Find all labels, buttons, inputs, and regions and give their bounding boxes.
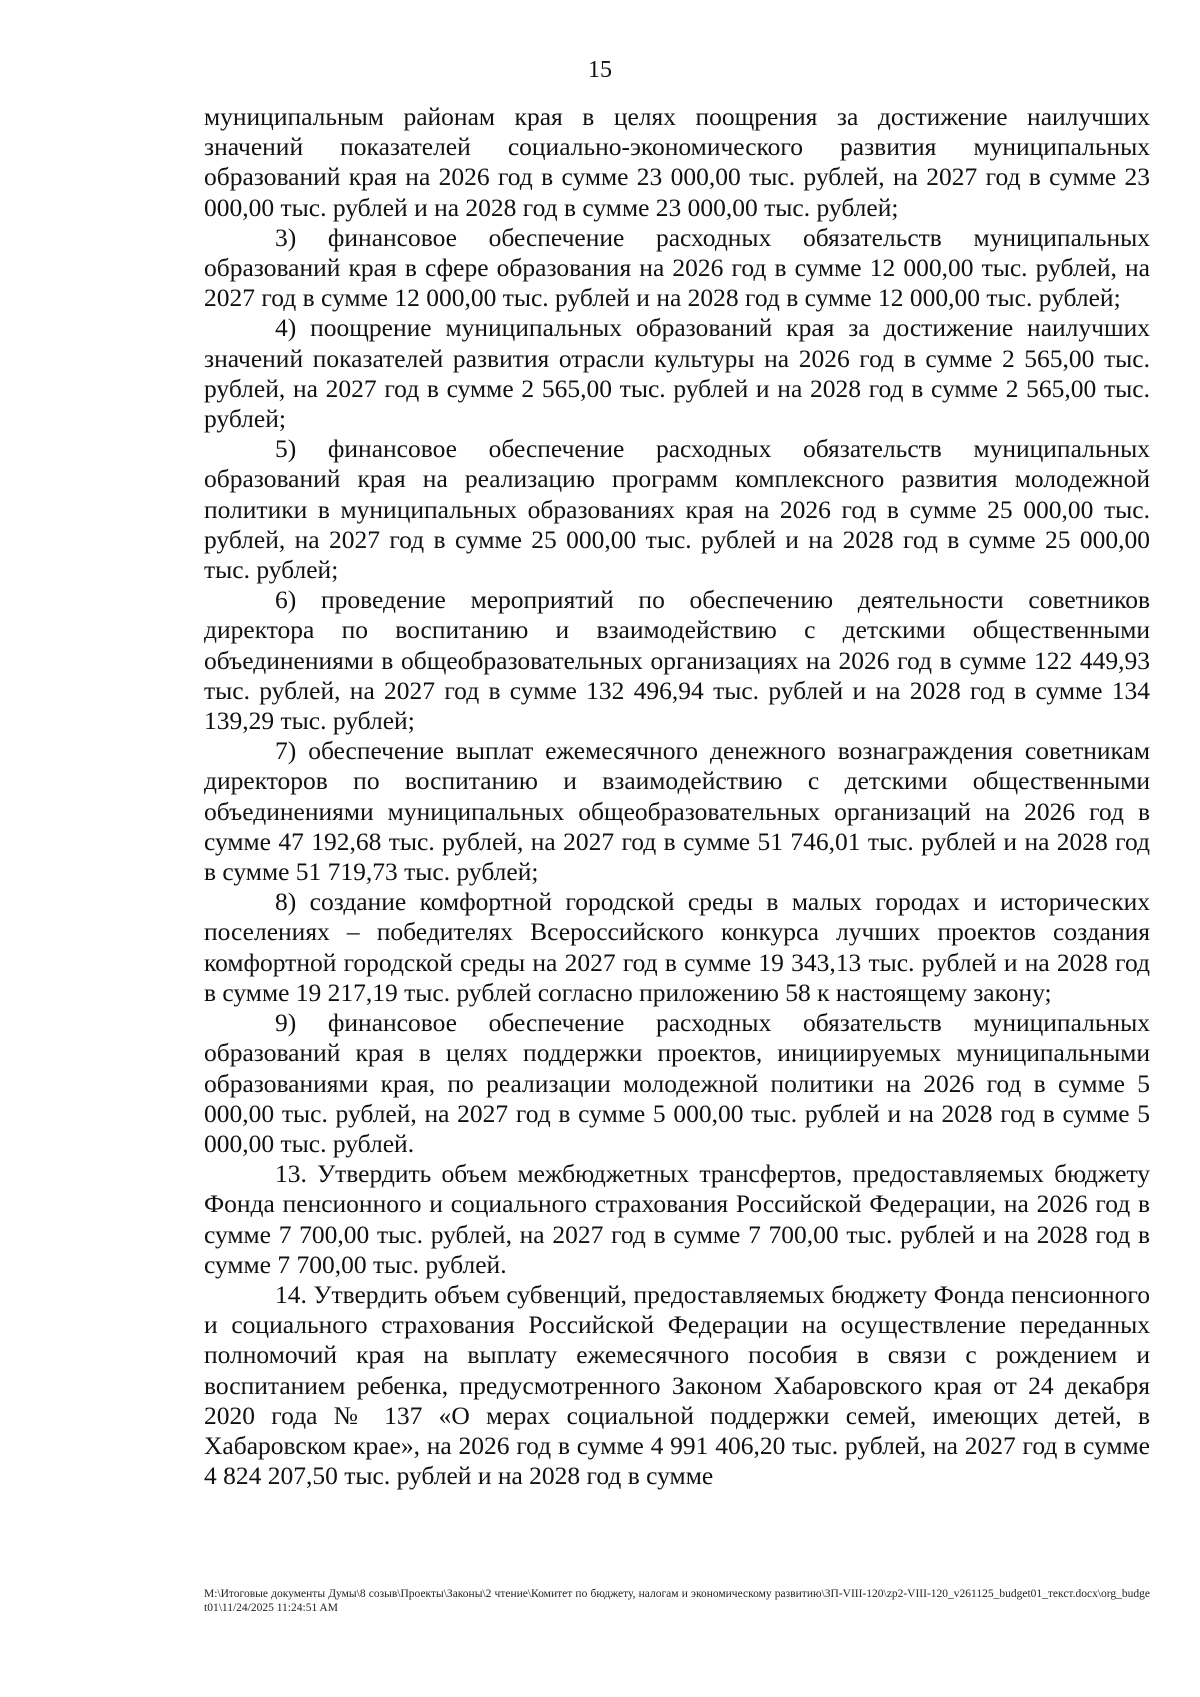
paragraph: 13. Утвердить объем межбюджетных трансфертов, предоставляемых бюджету Фонда пенсионного и социального страхования Российской Федерации, на 2026 год в сумме 7 700,00 тыс. рублей, на 2027 год в сумме 7 700,00 тыс. рублей и на 2028 год в сумме 7 700,00 тыс. рублей. <box>204 1159 1150 1279</box>
page-number: 15 <box>588 57 612 83</box>
document-body <box>204 102 1150 1491</box>
paragraph: 6) проведение мероприятий по обеспечению деятельности советников директора по воспитанию и взаимодействию с детскими общественными объединениями в общеобразовательных организациях на 2026 год в сумме 122 449,93 тыс. рублей, на 2027 год в сумме 132 496,94 тыс. рублей и на 2028 год в сумме 134 139,29 тыс. рублей; <box>204 585 1150 736</box>
paragraph: 3) финансовое обеспечение расходных обязательств муниципальных образований края в сфере образования на 2026 год в сумме 12 000,00 тыс. рублей, на 2027 год в сумме 12 000,00 тыс. рублей и на 2028 год в сумме 12 000,00 тыс. рублей; <box>204 222 1150 313</box>
paragraph: 9) финансовое обеспечение расходных обязательств муниципальных образований края в целях поддержки проектов, инициируемых муниципальными образованиями края, по реализации молодежной политики на 2026 год в сумме 5 000,00 тыс. рублей, на 2027 год в сумме 5 000,00 тыс. рублей и на 2028 год в сумме 5 000,00 тыс. рублей. <box>204 1008 1150 1158</box>
paragraph: муниципальным районам края в целях поощрения за достижение наилучших значений показателей социально-экономического развития муниципальных образований края на 2026 год в сумме 23 000,00 тыс. рублей, на 2027 год в сумме 23 000,00 тыс. рублей и на 2028 год в сумме 23 000,00 тыс. рублей; <box>204 102 1150 222</box>
paragraph: 5) финансовое обеспечение расходных обязательств муниципальных образований края на реализацию программ комплексного развития молодежной политики в муниципальных образованиях края на 2026 год в сумме 25 000,00 тыс. рублей, на 2027 год в сумме 25 000,00 тыс. рублей и на 2028 год в сумме 25 000,00 тыс. рублей; <box>204 434 1150 585</box>
paragraph: 8) создание комфортной городской среды в малых городах и исторических поселениях – победителях Всероссийского конкурса лучших проектов создания комфортной городской среды на 2027 год в сумме 19 343,13 тыс. рублей и на 2028 год в сумме 19 217,19 тыс. рублей согласно приложению 58 к настоящему закону; <box>204 887 1150 1007</box>
paragraph: 4) поощрение муниципальных образований края за достижение наилучших значений показателей развития отрасли культуры на 2026 год в сумме 2 565,00 тыс. рублей, на 2027 год в сумме 2 565,00 тыс. рублей и на 2028 год в сумме 2 565,00 тыс. рублей; <box>204 313 1150 434</box>
paragraph: 7) обеспечение выплат ежемесячного денежного вознаграждения советникам директоров по воспитанию и взаимодействию с детскими общественными объединениями муниципальных общеобразовательных организаций на 2026 год в сумме 47 192,68 тыс. рублей, на 2027 год в сумме 51 746,01 тыс. рублей и на 2028 год в сумме 51 719,73 тыс. рублей; <box>204 736 1150 887</box>
file-path-footer: M:\Итоговые документы Думы\8 созыв\Проекты\Законы\2 чтение\Комитет по бюджету, налогам и экономическому развитию\ЗП-VIII-120\zp2-VIII-120_v261125_budget01_текст.docx\org_budget01\11/24/2025 11:24:51 AM <box>204 1588 1150 1614</box>
paragraph: 14. Утвердить объем субвенций, предоставляемых бюджету Фонда пенсионного и социального страхования Российской Федерации на осуществление переданных полномочий края на выплату ежемесячного пособия в связи с рождением и воспитанием ребенка, предусмотренного Законом Хабаровского края от 24 декабря 2020 года № 137 «О мерах социальной поддержки семей, имеющих детей, в Хабаровском крае», на 2026 год в сумме 4 991 406,20 тыс. рублей, на 2027 год в сумме 4 824 207,50 тыс. рублей и на 2028 год в сумме <box>204 1279 1150 1491</box>
